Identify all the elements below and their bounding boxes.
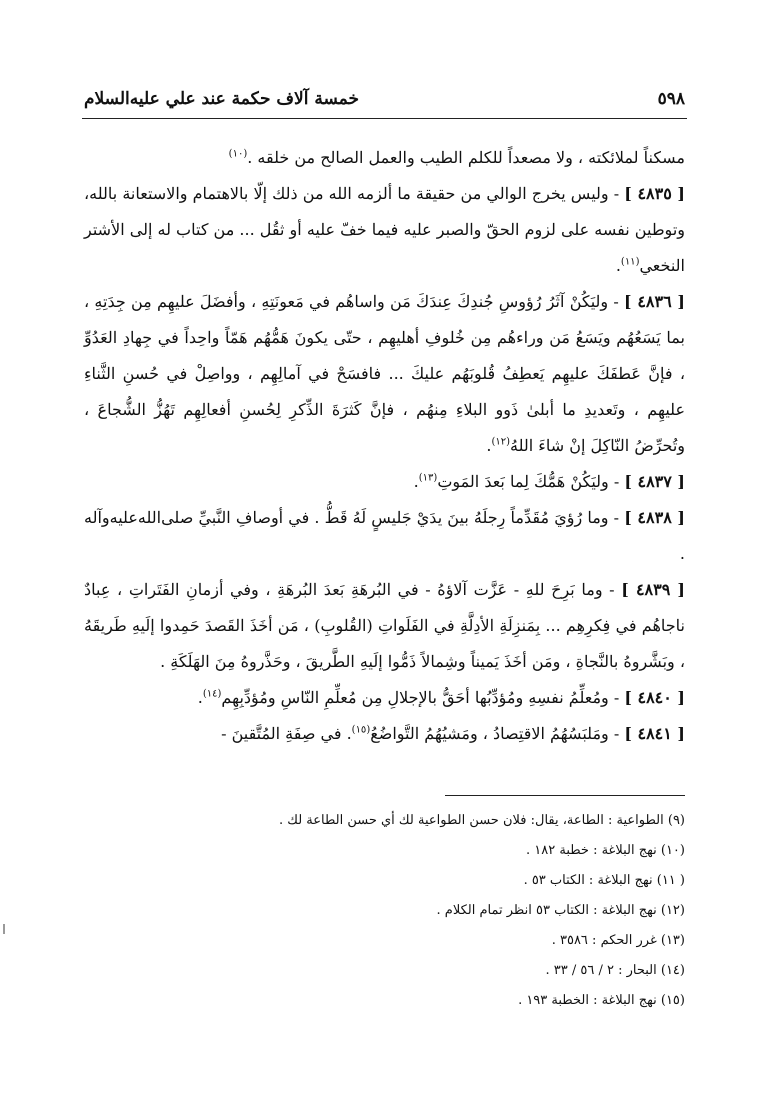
paragraph-tail: . في صِفَةِ المُتَّقينَ - [221, 724, 352, 743]
footnote-ref: (١٢) [491, 436, 511, 448]
paragraph-text: - وليس يخرج الوالي من حقيقة ما ألزمه الله من ذلك إلّا بالاهتمام والاستعانة بالله، وتوطين نفسه على لزوم الحقّ والصبر عليه فيما خفّ عليه أو ثقُل ... من كتاب له إلى الأشتر النخعي [84, 184, 685, 275]
scan-margin-mark [3, 924, 5, 934]
saying-number: [ ٤٨٣٧ ] [624, 472, 685, 491]
saying-number: [ ٤٨٣٩ ] [621, 580, 686, 599]
paragraph-tail: . [486, 436, 492, 455]
paragraph-tail: . [197, 688, 203, 707]
header-rule [82, 118, 687, 119]
footnote-ref: (١٥) [351, 724, 371, 736]
paragraph-text: - ومُعلِّمُ نفسِهِ ومُؤدِّبُها أحَقُّ بالإجلالِ مِن مُعلِّمِ النّاسِ ومُؤدِّبِهِم [221, 688, 620, 707]
saying-number: [ ٤٨٣٨ ] [624, 508, 685, 527]
footnote-item: (١٥) نهج البلاغة : الخطبة ١٩٣ . [518, 993, 685, 1008]
saying-number: [ ٤٨٤٠ ] [624, 688, 685, 707]
paragraph-4837 [84, 464, 685, 500]
paragraph-text: - وليَكُنْ هَمُّكَ لِما بَعدَ المَوتِ [437, 472, 620, 491]
footnote-item: (١٢) نهج البلاغة : الكتاب ٥٣ انظر تمام الكلام . [436, 903, 685, 918]
paragraph-4841 [84, 716, 685, 752]
paragraph-4840 [84, 680, 685, 716]
paragraph-continuation [84, 140, 685, 176]
paragraph-text: - ومَلبَسُهُمُ الاقتِصادُ ، ومَشيُهُمُ التَّواضُعُ [370, 724, 620, 743]
footnote-item: ( ١١) نهج البلاغة : الكتاب ٥٣ . [523, 873, 685, 888]
footnote-ref: (١٣) [418, 472, 438, 484]
footnote-divider [445, 795, 685, 796]
paragraph-text: مسكناً لملائكته ، ولا مصعداً للكلم الطيب والعمل الصالح من خلقه . [247, 148, 685, 167]
paragraph-4838 [84, 500, 685, 572]
paragraph-text: - وما بَرِحَ للهِ - عَزَّت آلاؤهُ - في البُرهَةِ بَعدَ البُرهَةِ ، وفي أزمانِ الفَتَراتِ ، عِبادٌ ناجاهُم في فِكرِهِم ... بِمَنزِلَةِ الأدِلَّةِ في الفَلَواتِ (القُلوبِ) ، مَن أخَذَ القَصدَ حَمِدوا إلَيهِ طَريقَهُ ، وبَشَّروهُ بالنَّجاةِ ، ومَن أخَذَ يَميناً وشِمالاً ذَمُّوا إلَيهِ الطَّريقَ ، وحَذَّروهُ مِنَ الهَلَكَةِ . [84, 580, 685, 671]
footnote-item: (٩) الطواعية : الطاعة، يقال: فلان حسن الطواعية لك أي حسن الطاعة لك . [278, 813, 685, 828]
running-header [84, 84, 685, 114]
page-number: ٥٩٨ [657, 89, 685, 109]
footnote-ref: (١٤) [202, 688, 222, 700]
paragraph-4839 [84, 572, 685, 680]
saying-number: [ ٤٨٣٦ ] [624, 292, 685, 311]
footnote-item: (١٠) نهج البلاغة : خطبة ١٨٢ . [526, 843, 685, 858]
paragraph-text: - وما رُؤيَ مُقَدِّماً رِجلَهُ بينَ يدَيْ جَليسٍ لَهُ قَطُّ . في أوصافِ النَّبيِّ صلى‌الله‌عليه‌وآله . [84, 508, 685, 563]
paragraph-4836 [84, 284, 685, 464]
footnotes [84, 806, 685, 1016]
footnote-item: (١٣) غرر الحكم : ٣٥٨٦ . [551, 933, 685, 948]
paragraph-tail: . [615, 256, 621, 275]
paragraph-4835 [84, 176, 685, 284]
paragraph-tail: . [413, 472, 419, 491]
footnote-ref: (١١) [620, 256, 640, 268]
paragraph-text: - وليَكُنْ آثَرُ رُؤوسِ جُندِكَ عِندَكَ مَن واساهُم في مَعونَتِهِ ، وأفضَلَ عليهِم مِن جِدَتِهِ ، بما يَسَعُهُم ويَسَعُ مَن وراءهُم مِن خُلوفِ أهليهِم ، حتّى يكونَ هَمُّهُم هَمّاً واحِداً في جِهادِ العَدُوِّ ، فإنَّ عَطفَكَ عليهِم يَعطِفُ قُلوبَهُم عليكَ ... فافسَحْ في آمالِهِم ، وواصِلْ في حُسنِ الثَّناءِ عليهِم ، وتَعديدِ ما أبلىٰ ذَوو البلاءِ مِنهُم ، فإنَّ كَثرَةَ الذِّكرِ لِحُسنِ أفعالِهِم تَهُزُّ الشُّجاعَ ، وتُحرِّضُ النّاكِلَ إنْ شاءَ اللهُ [84, 292, 685, 455]
saying-number: [ ٤٨٤١ ] [624, 724, 685, 743]
footnote-item: (١٤) البحار : ٢ / ٥٦ / ٣٣ . [545, 963, 685, 978]
footnote-ref: (١٠) [228, 148, 248, 160]
book-title: خمسة آلاف حكمة عند علي عليه‌السلام [84, 89, 359, 109]
body-text [84, 140, 685, 752]
saying-number: [ ٤٨٣٥ ] [624, 184, 685, 203]
